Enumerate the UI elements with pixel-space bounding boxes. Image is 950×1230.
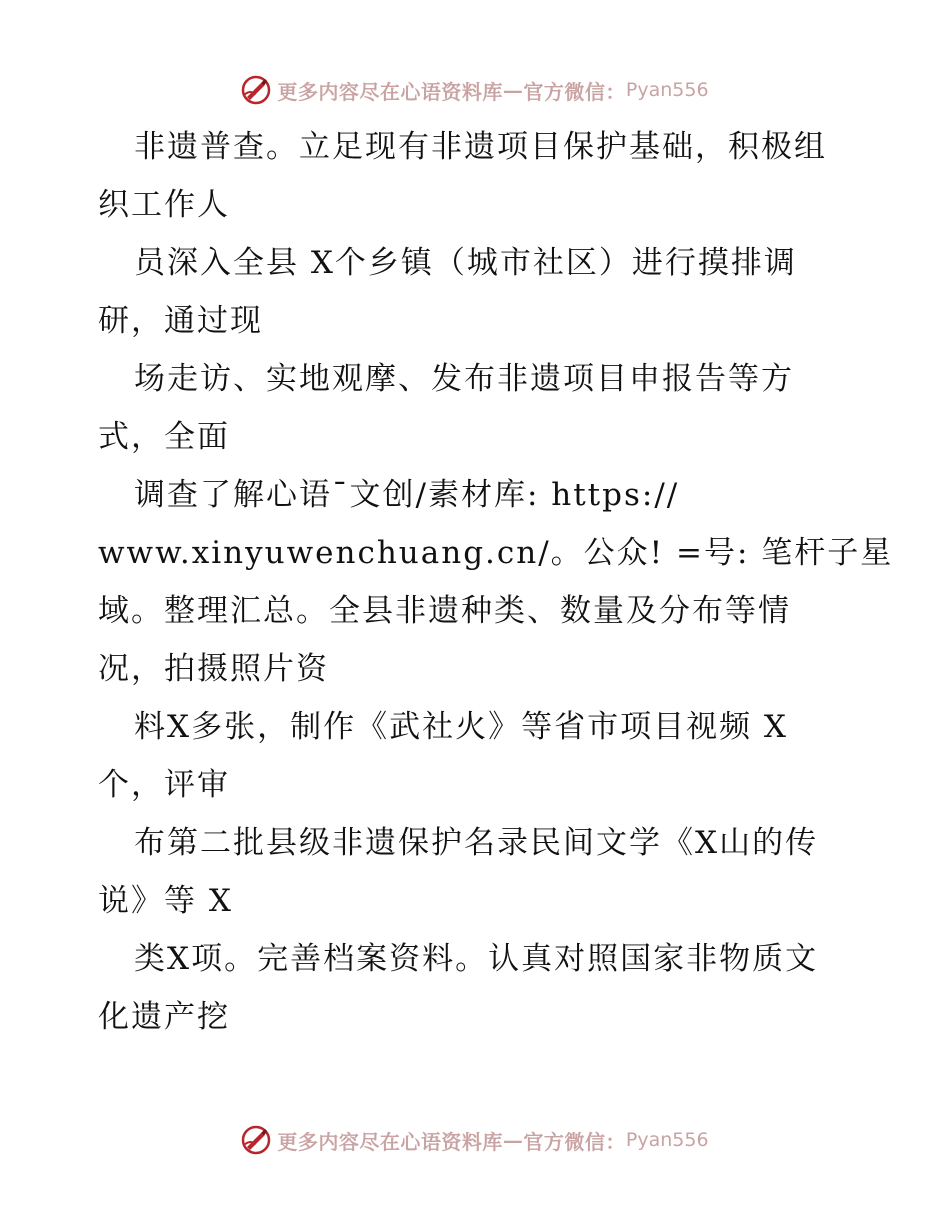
footer-separator: — bbox=[502, 1128, 524, 1152]
body-line: 料X多张，制作《武社火》等省市项目视频 X bbox=[134, 709, 788, 745]
body-line: 场走访、实地观摩、发布非遗项目申报告等方 bbox=[134, 361, 794, 397]
body-line: 调查了解心语¯文创/素材库: https:// bbox=[134, 477, 680, 513]
footer-contact-label: 官方微信： bbox=[523, 1129, 626, 1154]
body-line: 员深入全县 X个乡镇（城市社区）进行摸排调 bbox=[134, 245, 797, 281]
body-line: 类X项。完善档案资料。认真对照国家非物质文 bbox=[134, 941, 819, 977]
logo-icon bbox=[241, 1125, 271, 1155]
footer-watermark bbox=[0, 1120, 950, 1160]
logo-icon bbox=[241, 75, 271, 105]
body-line: 化遗产挖 bbox=[98, 999, 230, 1035]
body-line: 织工作人 bbox=[98, 187, 230, 223]
header-separator: — bbox=[502, 78, 524, 102]
header-contact-label: 官方微信： bbox=[523, 79, 626, 104]
header-watermark bbox=[0, 70, 950, 110]
body-line: 说》等 X bbox=[98, 883, 233, 919]
header-contact-id: Pyan556 bbox=[625, 79, 709, 101]
body-line: 研，通过现 bbox=[98, 303, 263, 339]
document-body bbox=[98, 118, 894, 1046]
header-brand-text: 更多内容尽在心语资料库 bbox=[277, 79, 503, 104]
footer-brand-text: 更多内容尽在心语资料库 bbox=[277, 1129, 503, 1154]
body-line: 况，拍摄照片资 bbox=[98, 651, 329, 687]
body-line: 非遗普查。立足现有非遗项目保护基础，积极组 bbox=[134, 129, 827, 165]
footer-contact-id: Pyan556 bbox=[625, 1129, 709, 1151]
body-line: 式，全面 bbox=[98, 419, 230, 455]
body-line: 布第二批县级非遗保护名录民间文学《X山的传 bbox=[134, 825, 819, 861]
body-line: www.xinyuwenchuang.cn/。公众! =号: 笔杆子星 bbox=[98, 535, 894, 571]
body-line: 个，评审 bbox=[98, 767, 230, 803]
body-line: 域。整理汇总。全县非遗种类、数量及分布等情 bbox=[98, 593, 791, 629]
